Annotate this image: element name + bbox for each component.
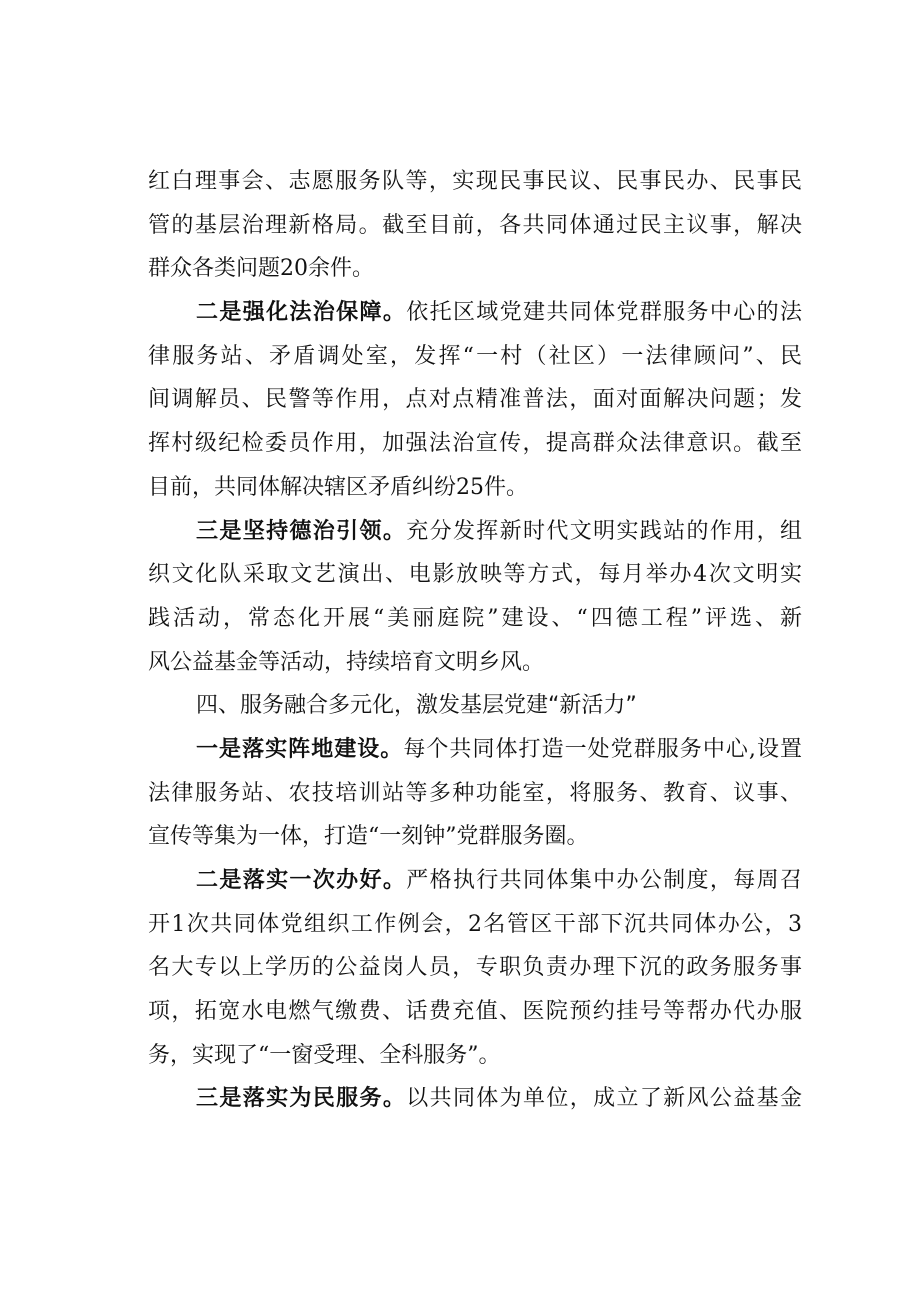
body-line: 项，拓宽水电燃气缴费、话费充值、医院预约挂号等帮办代办服	[148, 999, 802, 1025]
body-line: 法律服务站、农技培训站等多种功能室，将服务、教育、议事、	[148, 780, 802, 806]
body-line: 律服务站、矛盾调处室，发挥“一村（社区）一法律顾问”、民	[148, 343, 802, 369]
paragraph-lead: 三是坚持德治引领。	[196, 518, 407, 544]
body-line: 名大专以上学历的公益岗人员，专职负责办理下沉的政务服务事	[148, 955, 802, 981]
paragraph-text: 充分发挥新时代文明实践站的作用，组	[406, 518, 802, 544]
body-line: 践活动，常态化开展“美丽庭院”建设、“四德工程”评选、新	[148, 605, 802, 631]
body-line: 宣传等集为一体，打造“一刻钟”党群服务圈。	[148, 824, 589, 850]
paragraph-first-line	[148, 859, 802, 903]
paragraph-lead: 三是落实为民服务。	[196, 1086, 407, 1112]
paragraph-first-line	[148, 291, 802, 335]
body-line: 管的基层治理新格局。截至目前，各共同体通过民主议事，解决	[148, 212, 802, 238]
paragraph-lead: 二是落实一次办好。	[196, 868, 407, 893]
body-line: 开1次共同体党组织工作例会，2名管区干部下沉共同体办公，3	[148, 911, 802, 937]
paragraph-text: 依托区域党建共同体党群服务中心的法	[406, 300, 802, 326]
paragraph-first-line	[148, 728, 802, 772]
paragraph-text: 严格执行共同体集中办公制度，每周召	[406, 868, 802, 893]
body-line: 织文化队采取文艺演出、电影放映等方式，每月举办4次文明实	[148, 562, 802, 588]
paragraph-lead: 二是强化法治保障。	[196, 300, 407, 326]
body-line: 目前，共同体解决辖区矛盾纠纷25件。	[148, 474, 528, 500]
paragraph-text: 每个共同体打造一处党群服务中心,设置	[403, 736, 802, 762]
body-line: 务，实现了“一窗受理、全科服务”。	[148, 1042, 501, 1068]
paragraph-lead: 一是落实阵地建设。	[196, 736, 404, 762]
body-line: 挥村级纪检委员作用，加强法治宣传，提高群众法律意识。截至	[148, 431, 802, 457]
body-line: 群众各类问题20余件。	[148, 256, 374, 282]
body-line: 风公益基金等活动，持续培育文明乡风。	[148, 649, 545, 675]
body-line: 红白理事会、志愿服务队等，实现民事民议、民事民办、民事民	[148, 169, 802, 194]
document-page	[148, 160, 802, 1121]
paragraph-first-line	[148, 510, 802, 554]
paragraph-first-line	[148, 1077, 802, 1121]
paragraph-text: 以共同体为单位，成立了新风公益基金	[406, 1086, 802, 1112]
section-heading: 四、服务融合多元化，激发基层党建“新活力”	[196, 693, 637, 719]
body-line: 间调解员、民警等作用，点对点精准普法，面对面解决问题；发	[148, 387, 802, 413]
